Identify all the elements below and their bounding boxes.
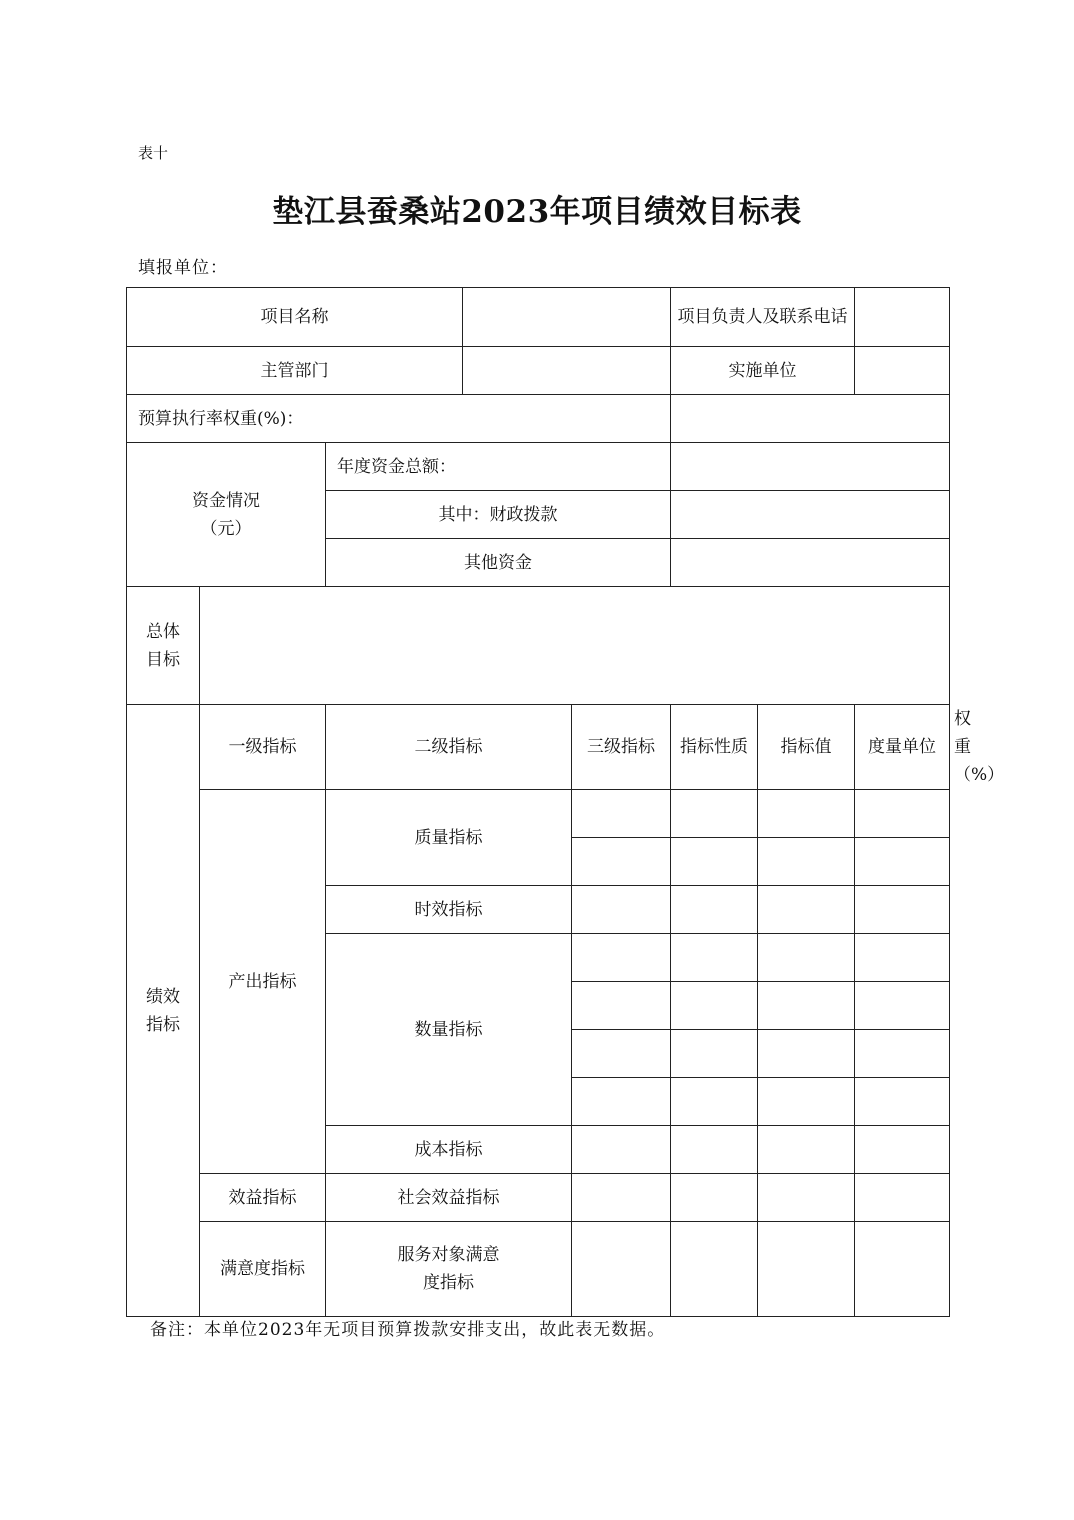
quality-indicator-label: 质量指标 [326, 790, 572, 886]
table-cell [855, 1222, 950, 1317]
table-cell [855, 1030, 950, 1078]
fiscal-label: 其中：财政拨款 [326, 491, 671, 539]
table-cell [758, 1126, 855, 1174]
table-cell [855, 886, 950, 934]
header-value: 指标值 [758, 705, 855, 790]
project-leader-value [855, 288, 950, 347]
table-cell [758, 1030, 855, 1078]
table-cell [855, 838, 950, 886]
annual-total-label: 年度资金总额： [326, 443, 671, 491]
reporting-unit-label: 填报单位： [138, 258, 228, 278]
page-title: 垫江县蚕桑站2023年项目绩效目标表 [272, 194, 802, 230]
annual-total-value [671, 443, 950, 491]
table-cell [671, 838, 758, 886]
project-name-value [463, 288, 671, 347]
other-funds-value [671, 539, 950, 587]
table-cell [572, 1030, 671, 1078]
header-level1: 一级指标 [200, 705, 326, 790]
timeliness-indicator-label: 时效指标 [326, 886, 572, 934]
table-cell [758, 838, 855, 886]
table-cell [855, 1126, 950, 1174]
table-cell [671, 886, 758, 934]
table-cell [671, 1030, 758, 1078]
table-cell [572, 934, 671, 982]
cost-indicator-label: 成本指标 [326, 1126, 572, 1174]
table-cell [572, 1078, 671, 1126]
table-cell [572, 886, 671, 934]
quantity-indicator-label: 数量指标 [326, 934, 572, 1126]
header-nature: 指标性质 [671, 705, 758, 790]
header-level2: 二级指标 [326, 705, 572, 790]
table-cell [572, 982, 671, 1030]
satisfaction-indicator-label: 满意度指标 [200, 1222, 326, 1317]
budget-weight-value [671, 395, 950, 443]
department-label: 主管部门 [127, 347, 463, 395]
benefit-indicator-label: 效益指标 [200, 1174, 326, 1222]
table-cell [758, 1222, 855, 1317]
table-cell [671, 1126, 758, 1174]
performance-target-table: 项目名称 项目负责人及联系电话 主管部门 实施单位 预算执行率权重(%)： 资金情况（元） 年度资金总额： 其中：财政拨款 其他资金 总体目标 绩效指标 一级指标 二级指标 三级指标 指标性质 指标值 度量单位 权重（%） 产出指标 质量指标 时效指标 数量指标 成本指标 效益指标 社会效益指标 满意度指标 服务对象满意度指标 [126, 287, 950, 1317]
header-level3: 三级指标 [572, 705, 671, 790]
table-cell [855, 1174, 950, 1222]
budget-weight-label: 预算执行率权重(%)： [127, 395, 671, 443]
remark-note: 备注：本单位2023年无项目预算拨款安排支出，故此表无数据。 [150, 1320, 666, 1340]
table-cell [758, 1174, 855, 1222]
other-funds-label: 其他资金 [326, 539, 671, 587]
overall-goal-value [200, 587, 950, 705]
output-indicator-label: 产出指标 [200, 790, 326, 1174]
header-unit: 度量单位 [855, 705, 950, 790]
table-cell [758, 982, 855, 1030]
table-cell [572, 790, 671, 838]
project-name-label: 项目名称 [127, 288, 463, 347]
implementer-label: 实施单位 [671, 347, 855, 395]
table-cell [671, 982, 758, 1030]
table-cell [572, 1222, 671, 1317]
fiscal-value [671, 491, 950, 539]
service-satisfaction-label: 服务对象满意度指标 [326, 1222, 572, 1317]
table-cell [855, 790, 950, 838]
table-cell [758, 934, 855, 982]
department-value [463, 347, 671, 395]
implementer-value [855, 347, 950, 395]
overall-goal-label: 总体目标 [127, 587, 200, 705]
table-cell [855, 934, 950, 982]
table-cell [855, 1078, 950, 1126]
table-cell [758, 886, 855, 934]
table-cell [572, 1126, 671, 1174]
table-cell [671, 1174, 758, 1222]
table-cell [572, 838, 671, 886]
project-leader-label: 项目负责人及联系电话 [671, 288, 855, 347]
table-cell [671, 1078, 758, 1126]
table-cell [671, 1222, 758, 1317]
table-cell [758, 1078, 855, 1126]
table-cell [671, 790, 758, 838]
table-cell [671, 934, 758, 982]
table-number-label: 表十 [138, 144, 169, 162]
table-cell [572, 1174, 671, 1222]
performance-label: 绩效指标 [127, 705, 200, 1317]
table-cell [758, 790, 855, 838]
funds-label: 资金情况（元） [127, 443, 326, 587]
table-cell [855, 982, 950, 1030]
social-benefit-label: 社会效益指标 [326, 1174, 572, 1222]
